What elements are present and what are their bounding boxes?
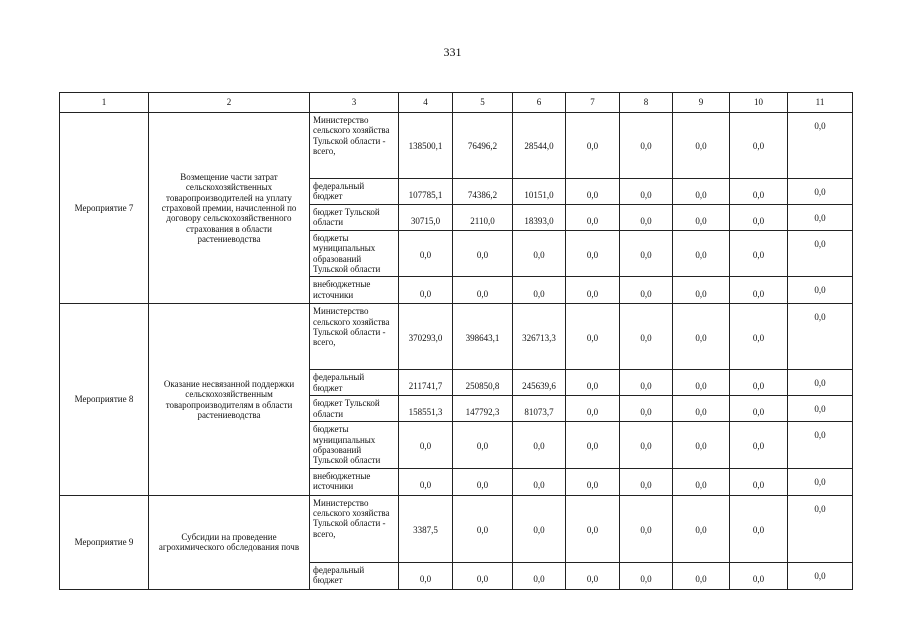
- column-header: 7: [566, 93, 620, 113]
- measure-description: Оказание несвязанной поддержки сельскохозяйственным товаропроизводителям в области растениеводства: [149, 304, 310, 495]
- value-cell: 0,0: [730, 422, 788, 468]
- value-cell: 0,0: [730, 562, 788, 589]
- value-cell: 0,0: [788, 179, 853, 205]
- column-header: 10: [730, 93, 788, 113]
- value-cell: 0,0: [788, 304, 853, 370]
- value-cell: 0,0: [673, 277, 730, 304]
- funding-source: федеральный бюджет: [310, 179, 399, 205]
- value-cell: 30715,0: [399, 205, 453, 231]
- value-cell: 74386,2: [453, 179, 513, 205]
- value-cell: 0,0: [730, 113, 788, 179]
- value-cell: 0,0: [566, 113, 620, 179]
- value-cell: 138500,1: [399, 113, 453, 179]
- value-cell: 0,0: [566, 370, 620, 396]
- value-cell: 0,0: [788, 495, 853, 562]
- value-cell: 0,0: [513, 562, 566, 589]
- measure-name: Мероприятие 7: [60, 113, 149, 304]
- value-cell: 0,0: [453, 562, 513, 589]
- value-cell: 0,0: [566, 562, 620, 589]
- value-cell: 0,0: [566, 396, 620, 422]
- value-cell: 0,0: [399, 277, 453, 304]
- value-cell: 245639,6: [513, 370, 566, 396]
- value-cell: 0,0: [566, 468, 620, 495]
- value-cell: 0,0: [620, 495, 673, 562]
- value-cell: 0,0: [453, 495, 513, 562]
- value-cell: 370293,0: [399, 304, 453, 370]
- funding-source: Министерство сельского хозяйства Тульской области - всего,: [310, 495, 399, 562]
- value-cell: 0,0: [620, 468, 673, 495]
- value-cell: 0,0: [730, 277, 788, 304]
- value-cell: 0,0: [673, 495, 730, 562]
- value-cell: 0,0: [788, 231, 853, 277]
- value-cell: 0,0: [620, 304, 673, 370]
- column-header: 3: [310, 93, 399, 113]
- measure-name: Мероприятие 8: [60, 304, 149, 495]
- value-cell: 0,0: [788, 205, 853, 231]
- value-cell: 0,0: [399, 468, 453, 495]
- value-cell: 0,0: [730, 468, 788, 495]
- funding-source: внебюджетные источники: [310, 468, 399, 495]
- value-cell: 0,0: [788, 113, 853, 179]
- value-cell: 81073,7: [513, 396, 566, 422]
- value-cell: 0,0: [788, 468, 853, 495]
- column-header: 9: [673, 93, 730, 113]
- value-cell: 18393,0: [513, 205, 566, 231]
- column-header: 11: [788, 93, 853, 113]
- value-cell: 0,0: [673, 422, 730, 468]
- value-cell: 0,0: [730, 370, 788, 396]
- value-cell: 0,0: [730, 304, 788, 370]
- value-cell: 0,0: [566, 179, 620, 205]
- value-cell: 28544,0: [513, 113, 566, 179]
- value-cell: 0,0: [513, 277, 566, 304]
- value-cell: 147792,3: [453, 396, 513, 422]
- value-cell: 0,0: [453, 468, 513, 495]
- table-row: [60, 495, 853, 562]
- value-cell: 0,0: [788, 422, 853, 468]
- value-cell: 0,0: [620, 231, 673, 277]
- value-cell: 0,0: [730, 396, 788, 422]
- funding-source: бюджеты муниципальных образований Тульской области: [310, 231, 399, 277]
- value-cell: 0,0: [673, 396, 730, 422]
- value-cell: 10151,0: [513, 179, 566, 205]
- funding-source: бюджет Тульской области: [310, 205, 399, 231]
- funding-source: внебюджетные источники: [310, 277, 399, 304]
- value-cell: 0,0: [788, 562, 853, 589]
- value-cell: 0,0: [620, 179, 673, 205]
- value-cell: 3387,5: [399, 495, 453, 562]
- value-cell: 0,0: [566, 277, 620, 304]
- value-cell: 0,0: [513, 468, 566, 495]
- value-cell: 0,0: [513, 422, 566, 468]
- value-cell: 211741,7: [399, 370, 453, 396]
- value-cell: 398643,1: [453, 304, 513, 370]
- value-cell: 0,0: [566, 304, 620, 370]
- value-cell: 0,0: [673, 113, 730, 179]
- budget-table: [59, 92, 853, 590]
- value-cell: 0,0: [399, 231, 453, 277]
- value-cell: 326713,3: [513, 304, 566, 370]
- value-cell: 0,0: [730, 231, 788, 277]
- value-cell: 0,0: [513, 495, 566, 562]
- value-cell: 76496,2: [453, 113, 513, 179]
- funding-source: федеральный бюджет: [310, 562, 399, 589]
- value-cell: 0,0: [788, 396, 853, 422]
- value-cell: 0,0: [453, 231, 513, 277]
- column-header: 5: [453, 93, 513, 113]
- value-cell: 0,0: [620, 370, 673, 396]
- value-cell: 0,0: [620, 277, 673, 304]
- page-number: 331: [443, 45, 462, 59]
- table-row: [60, 113, 853, 179]
- column-header: 2: [149, 93, 310, 113]
- value-cell: 158551,3: [399, 396, 453, 422]
- value-cell: 0,0: [566, 205, 620, 231]
- value-cell: 2110,0: [453, 205, 513, 231]
- value-cell: 0,0: [566, 422, 620, 468]
- funding-source: Министерство сельского хозяйства Тульской области - всего,: [310, 113, 399, 179]
- value-cell: 0,0: [673, 179, 730, 205]
- value-cell: 0,0: [788, 277, 853, 304]
- value-cell: 0,0: [399, 562, 453, 589]
- value-cell: 0,0: [673, 231, 730, 277]
- measure-description: Субсидии на проведение агрохимического обследования почв: [149, 495, 310, 589]
- value-cell: 0,0: [566, 231, 620, 277]
- table-row: [60, 304, 853, 370]
- value-cell: 0,0: [566, 495, 620, 562]
- value-cell: 0,0: [620, 113, 673, 179]
- measure-name: Мероприятие 9: [60, 495, 149, 589]
- value-cell: 0,0: [673, 370, 730, 396]
- value-cell: 0,0: [673, 304, 730, 370]
- value-cell: 0,0: [620, 562, 673, 589]
- column-header: 1: [60, 93, 149, 113]
- value-cell: 0,0: [730, 495, 788, 562]
- column-header: 4: [399, 93, 453, 113]
- value-cell: 107785,1: [399, 179, 453, 205]
- value-cell: 0,0: [453, 422, 513, 468]
- value-cell: 0,0: [513, 231, 566, 277]
- funding-source: бюджеты муниципальных образований Тульской области: [310, 422, 399, 468]
- table-header-row: [60, 93, 853, 113]
- value-cell: 0,0: [620, 396, 673, 422]
- value-cell: 0,0: [399, 422, 453, 468]
- value-cell: 0,0: [788, 370, 853, 396]
- value-cell: 0,0: [453, 277, 513, 304]
- value-cell: 0,0: [673, 468, 730, 495]
- value-cell: 0,0: [673, 562, 730, 589]
- funding-source: Министерство сельского хозяйства Тульской области - всего,: [310, 304, 399, 370]
- value-cell: 0,0: [673, 205, 730, 231]
- measure-description: Возмещение части затрат сельскохозяйственных товаропроизводителей на уплату страховой премии, начисленной по договору сельскохозяйственного страхования в области растениеводства: [149, 113, 310, 304]
- value-cell: 250850,8: [453, 370, 513, 396]
- funding-source: федеральный бюджет: [310, 370, 399, 396]
- value-cell: 0,0: [730, 205, 788, 231]
- value-cell: 0,0: [620, 205, 673, 231]
- column-header: 6: [513, 93, 566, 113]
- value-cell: 0,0: [620, 422, 673, 468]
- funding-source: бюджет Тульской области: [310, 396, 399, 422]
- value-cell: 0,0: [730, 179, 788, 205]
- column-header: 8: [620, 93, 673, 113]
